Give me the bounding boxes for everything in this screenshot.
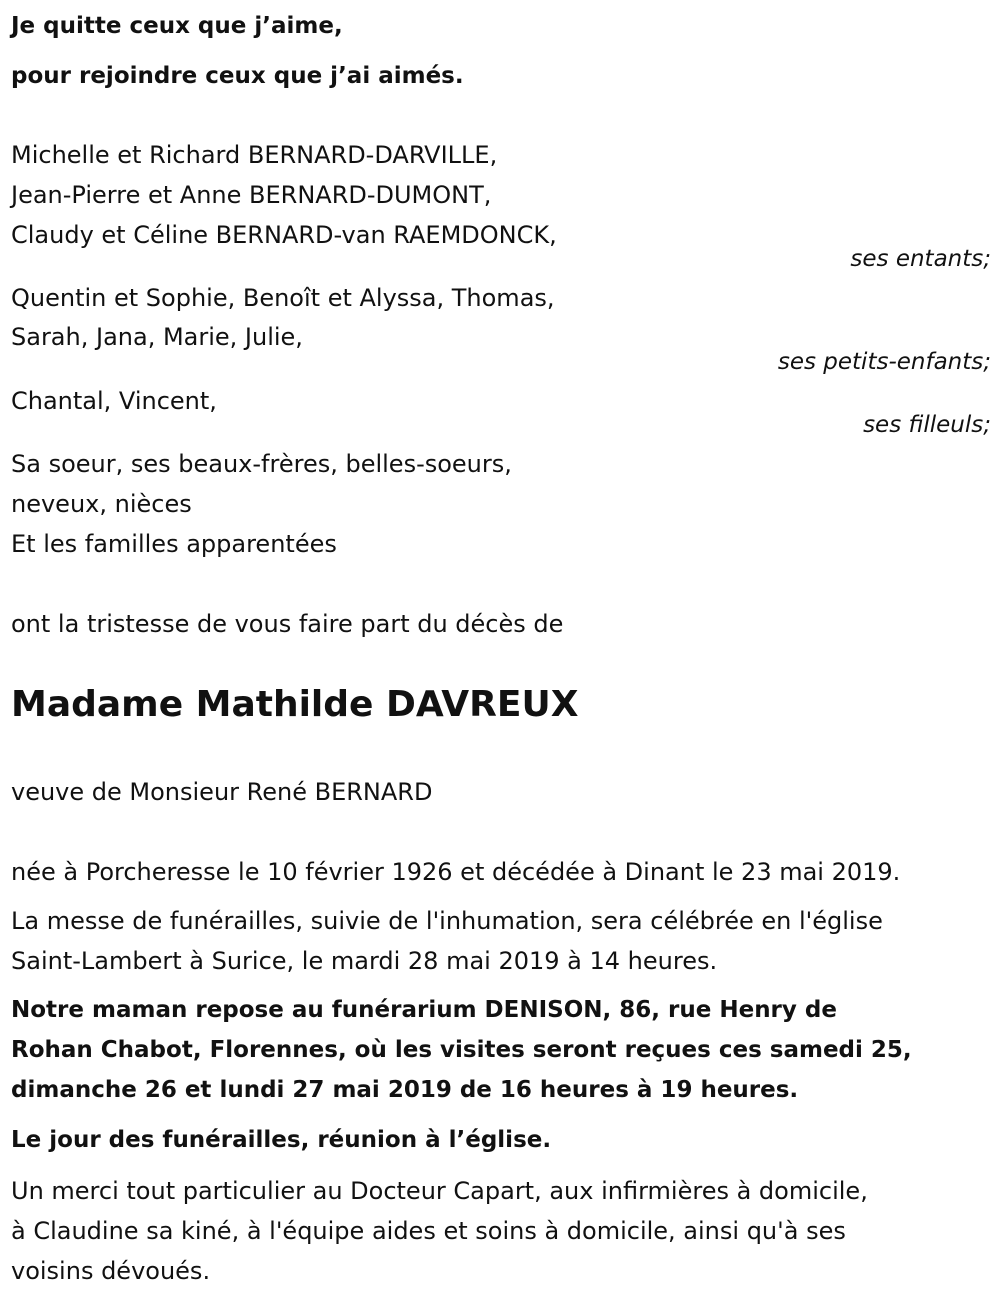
family-line-2: neveux, nièces — [11, 490, 192, 518]
funeral-line-1: La messe de funérailles, suivie de l'inhumation, sera célébrée en l'église — [11, 907, 883, 935]
thanks-line-3: voisins dévoués. — [11, 1257, 211, 1285]
epigraph-line-2: pour rejoindre ceux que j’ai aimés. — [11, 63, 464, 89]
obituary-notice — [11, 0, 991, 1301]
visitation-line-3: dimanche 26 et lundi 27 mai 2019 de 16 heures à 19 heures. — [11, 1077, 799, 1103]
children-relation: ses entants; — [850, 246, 991, 272]
children-line-1: Michelle et Richard BERNARD-DARVILLE, — [11, 141, 498, 169]
grandchildren-relation: ses petits-enfants; — [777, 349, 991, 375]
family-line-1: Sa soeur, ses beaux-frères, belles-soeurs, — [11, 450, 512, 478]
family-line-3: Et les familles apparentées — [11, 530, 337, 558]
children-line-3: Claudy et Céline BERNARD-van RAEMDONCK, — [11, 221, 557, 249]
visitation-line-2: Rohan Chabot, Florennes, où les visites seront reçues ces samedi 25, — [11, 1037, 912, 1063]
godchildren-line-1: Chantal, Vincent, — [11, 387, 217, 415]
grandchildren-line-2: Sarah, Jana, Marie, Julie, — [11, 323, 303, 351]
widow-of: veuve de Monsieur René BERNARD — [11, 778, 433, 806]
funeral-line-2: Saint-Lambert à Surice, le mardi 28 mai 2019 à 14 heures. — [11, 947, 718, 975]
thanks-line-2: à Claudine sa kiné, à l'équipe aides et soins à domicile, ainsi qu'à ses — [11, 1217, 846, 1245]
godchildren-relation: ses filleuls; — [863, 412, 991, 438]
epigraph-line-1: Je quitte ceux que j’aime, — [11, 13, 343, 39]
announcement: ont la tristesse de vous faire part du décès de — [11, 610, 564, 638]
grandchildren-line-1: Quentin et Sophie, Benoît et Alyssa, Thomas, — [11, 284, 555, 312]
visitation-line-1: Notre maman repose au funérarium DENISON, 86, rue Henry de — [11, 997, 837, 1023]
birth-death: née à Porcheresse le 10 février 1926 et décédée à Dinant le 23 mai 2019. — [11, 858, 901, 886]
children-line-2: Jean-Pierre et Anne BERNARD-DUMONT, — [11, 181, 492, 209]
deceased-name: Madame Mathilde DAVREUX — [11, 684, 579, 725]
meeting-note: Le jour des funérailles, réunion à l’église. — [11, 1127, 552, 1153]
thanks-line-1: Un merci tout particulier au Docteur Capart, aux infirmières à domicile, — [11, 1177, 868, 1205]
